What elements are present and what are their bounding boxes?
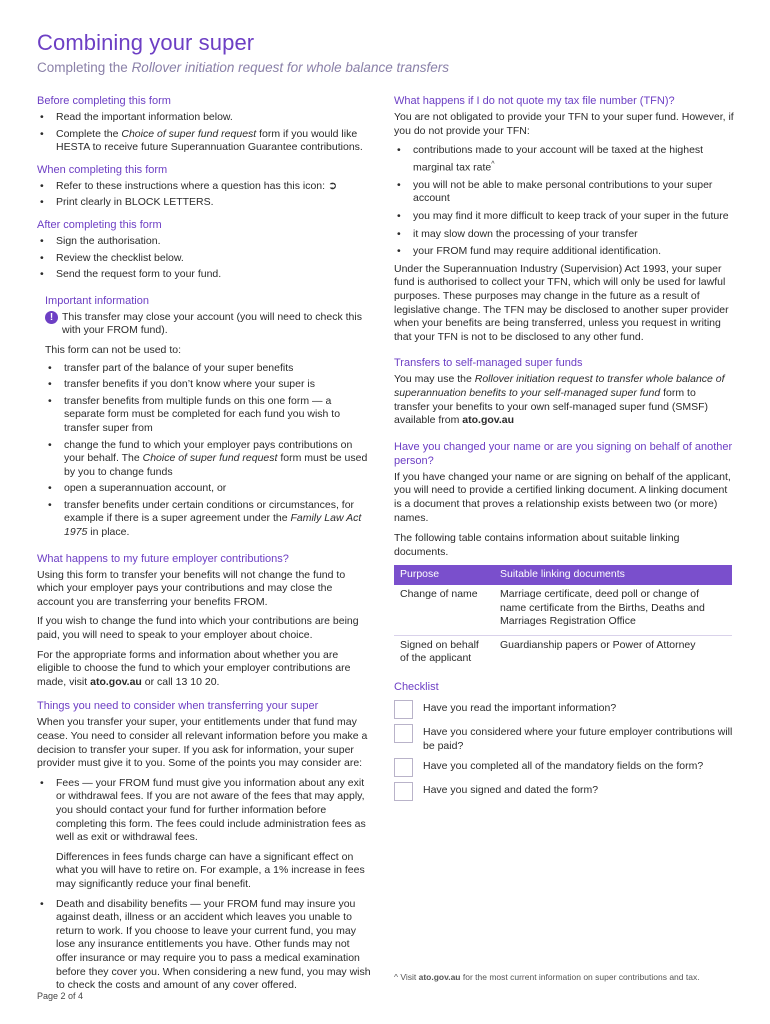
tfn-list xyxy=(394,144,734,259)
page-number: Page 2 of 4 xyxy=(37,991,84,1001)
list-item: • Print clearly in BLOCK LETTERS. xyxy=(37,196,371,210)
table-cell: Guardianship papers or Power of Attorney xyxy=(500,638,696,651)
list-item: • transfer part of the balance of your super benefits xyxy=(45,362,371,376)
list-item: • transfer benefits under certain conditions or circumstances, for example if there is a super agreement under the Family Law Act 1975 in place. xyxy=(45,499,371,540)
arrow-icon: ➲ xyxy=(327,179,338,192)
ato-link[interactable]: ato.gov.au xyxy=(90,675,142,688)
left-column: Before completing this form • Read the important information below. • Complete the Choice of super fund request form if you would like HESTA to receive future Superannuation Guarantee contributions. When completing this form • Refer to these instructions where a question has this icon: ➲ • Print clearly in BLOCK LETTERS. After completing this form • Sign the authorisation. • Review the checklist below. • Send the request form to your fund. Important information ! This transfer may close your account (you will need to check this with your FROM fund). This form can not be used to: • transfer part of the balance of your super benefits • transfer benefits if you don’t know where your super is • transfer benefits from multiple funds on this one form — a separate form must be completed for each fund you wish to transfer super from • change the fund to which your employer pays contributions on your behalf. The Choice of super fund request form must be used by you to change funds • open a superannuation account, or • transfer benefits under certain conditions or circumstances, for example if there is a super agreement under the Family Law Act 1975 in place. What happens to my future employer contributions? Using this form to transfer your benefits will not change the fund to which your employer pays your contributions and may close the account you are transferring your benefits FROM. If you wish to change the fund into which your contributions are being paid, you will need to speak to your employer about choice. For the appropriate forms and information about whether you are eligible to choose the fund to which your employer contributions are made, visit ato.gov.au or call 13 10 20. Things you need to consider when transferring your super When you transfer your super, your entitlements under that fund may cease. You need to consider all relevant information before you make a decision to transfer your super. If you ask for information, your super provider must give it to you. Some of the points you may consider are: • Fees — your FROM fund must give you information about any exit or withdrawal fees. If you are not aware of the fees that may apply, you should contact your fund for further information before completing this form. The fees could include administration fees as well as exit or withdrawal fees. Differences in fees funds charge can have a significant effect on what you will have to retire on. For example, a 1% increase in fees may significantly reduce your final benefit. • Death and disability benefits — your FROM fund may insure you against death, illness or an accident which leaves you unable to return to work. If you choose to leave your current fund, you may lose any insurance entitlements you have. Other funds may not offer insurance or may require you to pass a medical examination before they cover you. When considering a new fund, you may wish to check the costs and amount of any cover offered. xyxy=(37,94,371,996)
name-heading: Have you changed your name or are you signing on behalf of another person? xyxy=(394,440,733,467)
list-item: • contributions made to your account will be taxed at the highest marginal tax rate^ xyxy=(394,144,734,175)
future-heading: What happens to my future employer contributions? xyxy=(37,552,289,565)
consider-heading: Things you need to consider when transferring your super xyxy=(37,700,319,713)
list-item: • open a superannuation account, or xyxy=(45,482,371,496)
list-item: • change the fund to which your employer pays contributions on your behalf. The Choice of super fund request form must be used by you to change funds xyxy=(45,439,371,480)
table-row xyxy=(394,585,732,635)
checklist-item: Have you considered where your future employer contributions will be paid? xyxy=(394,724,734,753)
list-item: • Read the important information below. xyxy=(37,111,371,125)
ato-link[interactable]: ato.gov.au xyxy=(418,972,461,982)
table-header: Suitable linking documents xyxy=(494,565,732,585)
list-item: • Review the checklist below. xyxy=(37,252,371,266)
ato-link[interactable]: ato.gov.au xyxy=(462,414,515,427)
tfn-heading: What happens if I do not quote my tax file number (TFN)? xyxy=(394,95,675,107)
list-item: • transfer benefits from multiple funds on this one form — a separate form must be completed for each fund you wish to transfer super from xyxy=(45,395,371,436)
table-cell: Signed on behalf of the applicant xyxy=(400,638,479,665)
list-item: • your FROM fund may require additional identification. xyxy=(394,245,734,259)
list-item: • Death and disability benefits — your FROM fund may insure you against death, illness or an accident which leaves you unable to return to work. If you choose to leave your current fund, you may lose any insurance entitlements you have. Other funds may not offer insurance or may require you to pass a medical examination before they cover you. When considering a new fund, you may wish to check the costs and amount of any cover offered. xyxy=(37,898,371,993)
checklist-item: Have you signed and dated the form? xyxy=(394,782,734,801)
warning-note: ! This transfer may close your account (you will need to check this with your FROM fund). xyxy=(45,311,371,338)
list-item: • you will not be able to make personal contributions to your super account xyxy=(394,179,734,206)
checkbox[interactable] xyxy=(394,724,413,743)
list-item: • you may find it more difficult to keep track of your super in the future xyxy=(394,210,734,224)
list-item: • it may slow down the processing of your transfer xyxy=(394,228,734,242)
before-list xyxy=(37,111,371,155)
table-cell: Change of name xyxy=(394,585,494,635)
checklist-item: Have you completed all of the mandatory fields on the form? xyxy=(394,758,734,777)
checkbox[interactable] xyxy=(394,758,413,777)
after-list xyxy=(37,235,371,282)
smsf-heading: Transfers to self-managed super funds xyxy=(394,357,583,370)
before-heading: Before completing this form xyxy=(37,95,171,107)
list-item: • Send the request form to your fund. xyxy=(37,268,371,282)
list-item: • Sign the authorisation. xyxy=(37,235,371,249)
list-item: • Refer to these instructions where a question has this icon: ➲ xyxy=(37,180,371,194)
checklist-item: Have you read the important information? xyxy=(394,700,734,719)
table-header-row xyxy=(394,565,732,585)
checklist-heading: Checklist xyxy=(394,680,439,693)
right-column: What happens if I do not quote my tax file number (TFN)? You are not obligated to provide your TFN to your super fund. However, if you do not provide your TFN: • contributions made to your account will be taxed at the highest marginal tax rate^ • you will not be able to make personal contributions to your super account • you may find it more difficult to keep track of your super in the future • it may slow down the processing of your transfer • your FROM fund may require additional identification. Under the Superannuation Industry (Supervision) Act 1993, your super fund is authorised to collect your TFN, which will only be used for lawful purposes. These purposes may change in the future as a result of legislative change. The TFN may be disclosed to another super provider when your benefits are being transferred, unless you request in writing that your TFN is not to be disclosed to any other fund. Transfers to self-managed super funds You may use the Rollover initiation request to transfer whole balance of superannuation benefits to your self-managed super fund form to transfer your benefits to your own self-managed super fund (SMSF) available from ato.gov.au Have you changed your name or are you signing on behalf of another person? If you have changed your name or are signing on behalf of the applicant, you will need to provide a certified linking document. A linking document is a document that proves a relationship exists between two (or more) names. The following table contains information about suitable linking documents. Purpose Suitable linking documents Change of name Marriage certificate, deed poll or change of name certificate from the Births, Deaths and Marriages Registration Office Signed on behalf of the applicant Guardianship papers or Power of Attorney Checklist Have you read the important information? Have you considered where your future employer contributions will be paid? Have you completed all of the mandatory fields on the form? Have you signed and dated the form? xyxy=(394,94,734,806)
important-heading: Important information xyxy=(45,294,149,307)
when-heading: When completing this form xyxy=(37,163,168,176)
table-header: Purpose xyxy=(394,565,494,585)
checkbox[interactable] xyxy=(394,700,413,719)
linking-documents-table xyxy=(394,565,732,672)
consider-list xyxy=(37,777,371,993)
cannot-list xyxy=(45,362,371,540)
after-heading: After completing this form xyxy=(37,218,162,231)
list-item: • transfer benefits if you don’t know where your super is xyxy=(45,378,371,392)
page-title: Combining your super xyxy=(37,30,255,55)
checkbox[interactable] xyxy=(394,782,413,801)
exclamation-icon: ! xyxy=(45,311,58,324)
list-item: • Fees — your FROM fund must give you information about any exit or withdrawal fees. If you are not aware of the fees that may apply, you should contact your fund for further information before completing this form. The fees could include administration fees as well as exit or withdrawal fees. Differences in fees funds charge can have a significant effect on what you will have to retire on. For example, a 1% increase in fees may significantly reduce your final benefit. xyxy=(37,777,371,892)
table-row xyxy=(394,635,732,672)
footnote: ^ Visit ato.gov.au for the most current information on super contributions and tax. xyxy=(394,972,700,982)
page-subtitle: Completing the Rollover initiation request for whole balance transfers xyxy=(37,60,449,75)
important-section: Important information ! This transfer may close your account (you will need to check this with your FROM fund). This form can not be used to: • transfer part of the balance of your super benefits • transfer benefits if you don’t know where your super is • transfer benefits from multiple funds on this one form — a separate form must be completed for each fund you wish to transfer super from • change the fund to which your employer pays contributions on your behalf. The Choice of super fund request form must be used by you to change funds • open a superannuation account, or • transfer benefits under certain conditions or circumstances, for example if there is a super agreement under the Family Law Act 1975 in place. xyxy=(45,294,371,540)
table-cell: Marriage certificate, deed poll or change of name certificate from the Births, Deaths and Marriages Registration Office xyxy=(494,585,732,635)
when-list xyxy=(37,180,371,210)
list-item: • Complete the Choice of super fund request form if you would like HESTA to receive future Superannuation Guarantee contributions. xyxy=(37,128,371,155)
